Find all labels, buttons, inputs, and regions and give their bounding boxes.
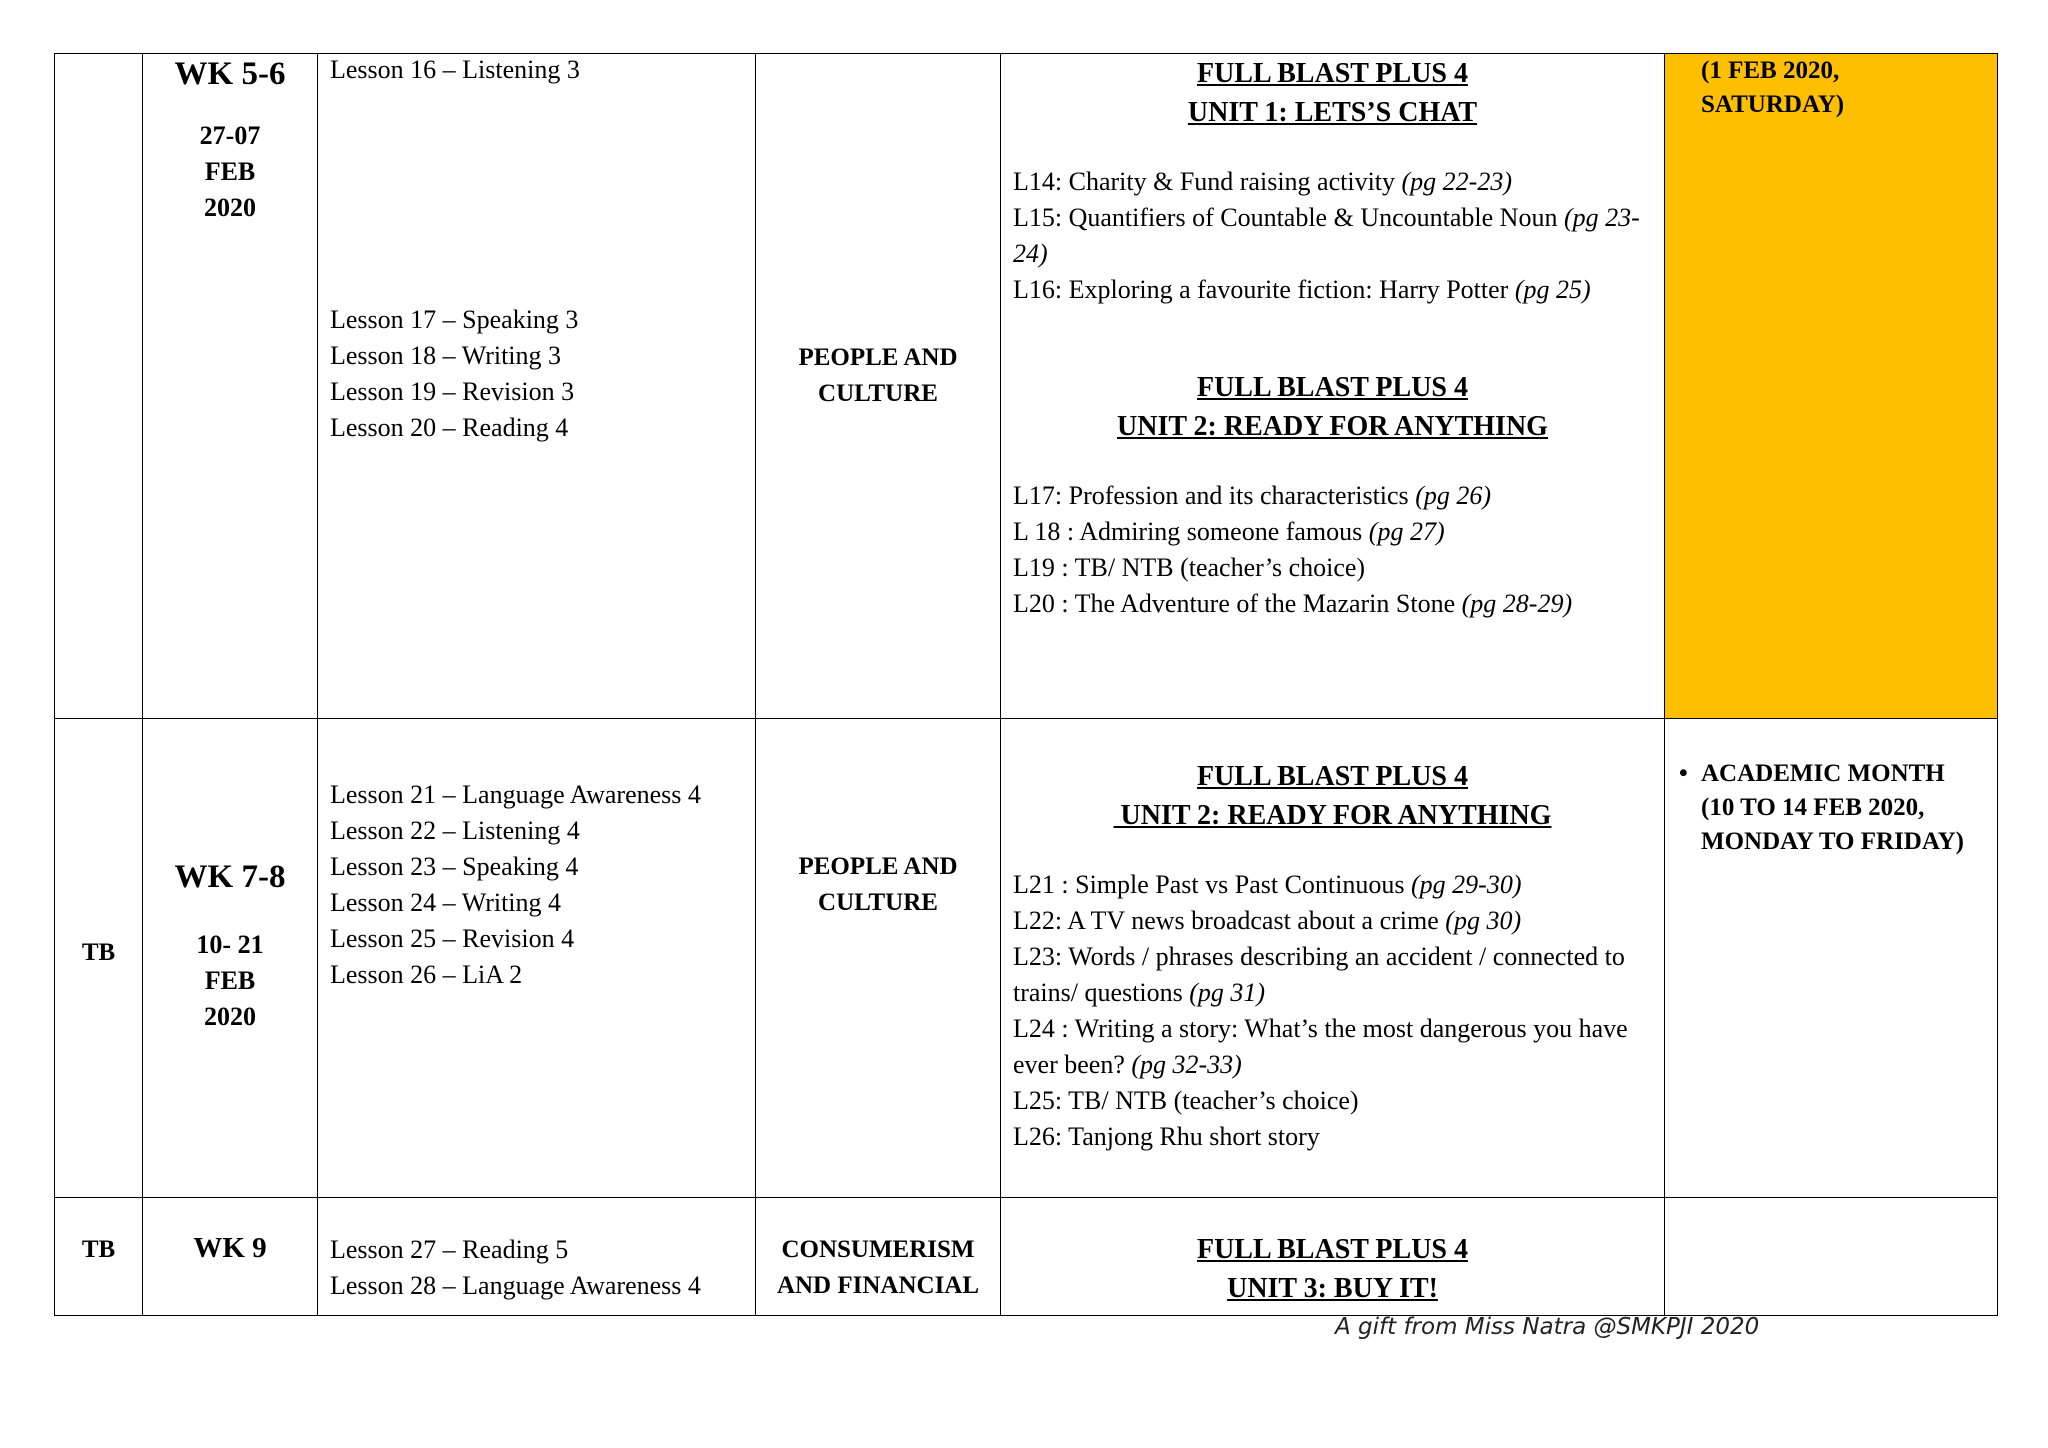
list-item: Lesson 22 – Listening 4 (330, 816, 580, 845)
list-item: Lesson 24 – Writing 4 (330, 888, 562, 917)
list-item: L17: Profession and its characteristics (pg 26) (1013, 481, 1492, 510)
week-dates: 10- 21 FEB 2020 (196, 930, 264, 1031)
theme-cell (756, 54, 1001, 719)
week-label: WK 5-6 (174, 56, 286, 92)
list-item: L20 : The Adventure of the Mazarin Stone (pg 28-29) (1013, 589, 1573, 618)
week-cell (143, 719, 318, 1198)
theme-cell (756, 1198, 1001, 1316)
list-item: Lesson 26 – LiA 2 (330, 960, 523, 989)
week-cell (143, 54, 318, 719)
list-item: Lesson 27 – Reading 5 (330, 1235, 569, 1264)
list-item: L21 : Simple Past vs Past Continuous (pg 29-30) (1013, 870, 1522, 899)
list-item: L19 : TB/ NTB (teacher’s choice) (1013, 553, 1366, 582)
list-item: Lesson 17 – Speaking 3 (330, 305, 579, 334)
lessons-cell (318, 1198, 756, 1316)
footer-credit: A gift from Miss Natra @SMKPJI 2020 (1335, 1314, 1760, 1340)
content-cell (1001, 54, 1665, 719)
list-item: Lesson 16 – Listening 3 (330, 55, 580, 84)
list-item: L25: TB/ NTB (teacher’s choice) (1013, 1086, 1359, 1115)
content-cell (1001, 719, 1665, 1198)
table-row (55, 54, 1998, 719)
theme-label: PEOPLE AND CULTURE (798, 344, 958, 407)
list-item: L22: A TV news broadcast about a crime (pg 30) (1013, 906, 1522, 935)
bullet-icon: • (1679, 760, 1688, 787)
list-item: Lesson 23 – Speaking 4 (330, 852, 579, 881)
notes-cell (1665, 1198, 1998, 1316)
theme-label: CONSUMERISM AND FINANCIAL (776, 1236, 980, 1299)
list-item: Lesson 19 – Revision 3 (330, 377, 575, 406)
week-dates: 27-07 FEB 2020 (199, 121, 261, 222)
notes-cell (1665, 719, 1998, 1198)
tb-cell: TB (55, 719, 143, 1198)
list-item: L26: Tanjong Rhu short story (1013, 1122, 1320, 1151)
list-item: L 18 : Admiring someone famous (pg 27) (1013, 517, 1445, 546)
list-item: Lesson 20 – Reading 4 (330, 413, 569, 442)
list-item: L15: Quantifiers of Countable & Uncountable Noun (pg 23-24) (1013, 203, 1640, 268)
list-item: L23: Words / phrases describing an accident / connected to trains/ questions (pg 31) (1013, 942, 1625, 1007)
unit-heading: FULL BLAST PLUS 4 UNIT 1: LETS’S CHAT (1187, 58, 1478, 128)
theme-label: PEOPLE AND CULTURE (798, 853, 958, 916)
notes-cell (1665, 54, 1998, 719)
note-bullet: • ACADEMIC MONTH (10 TO 14 FEB 2020, MONDAY TO FRIDAY) (1665, 719, 1997, 859)
list-item: L14: Charity & Fund raising activity (pg 22-23) (1013, 167, 1512, 196)
theme-cell (756, 719, 1001, 1198)
unit-heading: FULL BLAST PLUS 4 UNIT 3: BUY IT! (1196, 1234, 1469, 1304)
scheme-of-work-table (54, 53, 1998, 1316)
week-cell (143, 1198, 318, 1316)
unit-heading: FULL BLAST PLUS 4 UNIT 2: READY FOR ANYTHING (1113, 761, 1552, 831)
content-cell (1001, 1198, 1665, 1316)
note-text: (1 FEB 2020, SATURDAY) (1701, 57, 1845, 118)
list-item: L24 : Writing a story: What’s the most dangerous you have ever been? (pg 32-33) (1013, 1014, 1628, 1079)
table-row (55, 719, 1998, 1198)
unit-heading: FULL BLAST PLUS 4 UNIT 2: READY FOR ANYTHING (1117, 372, 1548, 442)
lessons-cell (318, 719, 756, 1198)
table-row (55, 1198, 1998, 1316)
list-item: Lesson 18 – Writing 3 (330, 341, 562, 370)
list-item: Lesson 28 – Language Awareness 4 (330, 1271, 701, 1300)
week-label: WK 9 (193, 1232, 267, 1264)
tb-cell: TB (55, 1198, 143, 1316)
week-label: WK 7-8 (174, 859, 286, 895)
lessons-cell (318, 54, 756, 719)
list-item: L16: Exploring a favourite fiction: Harry Potter (pg 25) (1013, 275, 1591, 304)
tb-cell (55, 54, 143, 719)
list-item: Lesson 25 – Revision 4 (330, 924, 575, 953)
list-item: Lesson 21 – Language Awareness 4 (330, 780, 701, 809)
